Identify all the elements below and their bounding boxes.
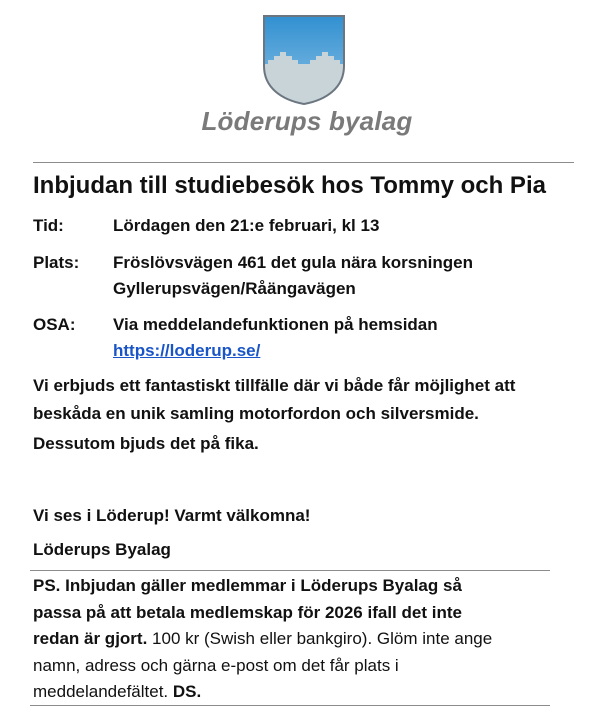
place-label: Plats:	[33, 253, 80, 272]
website-link[interactable]: https://loderup.se/	[113, 341, 261, 360]
intro-paragraph	[33, 372, 573, 428]
signature: Löderups Byalag	[33, 540, 171, 559]
ps-line-1: PS. Inbjudan gäller medlemmar i Löderups Byalag så	[33, 576, 462, 595]
when-value: Lördagen den 21:e februari, kl 13	[113, 216, 380, 235]
ps-line-3-bold: redan är gjort.	[33, 629, 148, 648]
postscript	[33, 573, 553, 706]
intro-line-2: beskåda en unik samling motorfordon och silversmide.	[33, 404, 479, 423]
ps-line-4: namn, adress och gärna e-post om det får plats i	[33, 655, 399, 675]
page-title: Inbjudan till studiebesök hos Tommy och Pia	[33, 172, 546, 199]
place-value	[113, 250, 473, 302]
rsvp-row	[33, 312, 573, 364]
coat-of-arms-icon	[262, 14, 346, 106]
rsvp-line-1: Via meddelandefunktionen på hemsidan	[113, 315, 438, 334]
rsvp-label: OSA:	[33, 315, 76, 334]
ps-line-5-normal: meddelandefältet.	[33, 682, 173, 701]
ps-line-5	[33, 679, 553, 706]
divider-ps-bottom	[30, 705, 550, 706]
ps-closing: DS.	[172, 682, 202, 701]
place-row	[33, 250, 573, 302]
ps-line-3-normal: 100 kr (Swish eller bankgiro). Glöm inte ange	[147, 629, 493, 648]
when-label: Tid:	[33, 216, 64, 235]
greeting: Vi ses i Löderup! Varmt välkomna!	[33, 506, 311, 525]
ps-line-3	[33, 626, 553, 653]
when-row	[33, 213, 573, 239]
ps-line-2: passa på att betala medlemskap för 2026 ifall det inte	[33, 602, 462, 622]
place-line-2: Gyllerupsvägen/Råängavägen	[113, 279, 356, 298]
fika-paragraph: Dessutom bjuds det på fika.	[33, 434, 259, 453]
rsvp-value	[113, 312, 438, 364]
intro-line-1: Vi erbjuds ett fantastiskt tillfälle där vi både får möjlighet att	[33, 376, 516, 395]
place-line-1: Fröslövsvägen 461 det gula nära korsningen	[113, 253, 473, 272]
divider-ps-top	[30, 570, 550, 571]
divider-top	[33, 162, 574, 163]
org-name-logo: Löderups byalag	[201, 106, 413, 136]
